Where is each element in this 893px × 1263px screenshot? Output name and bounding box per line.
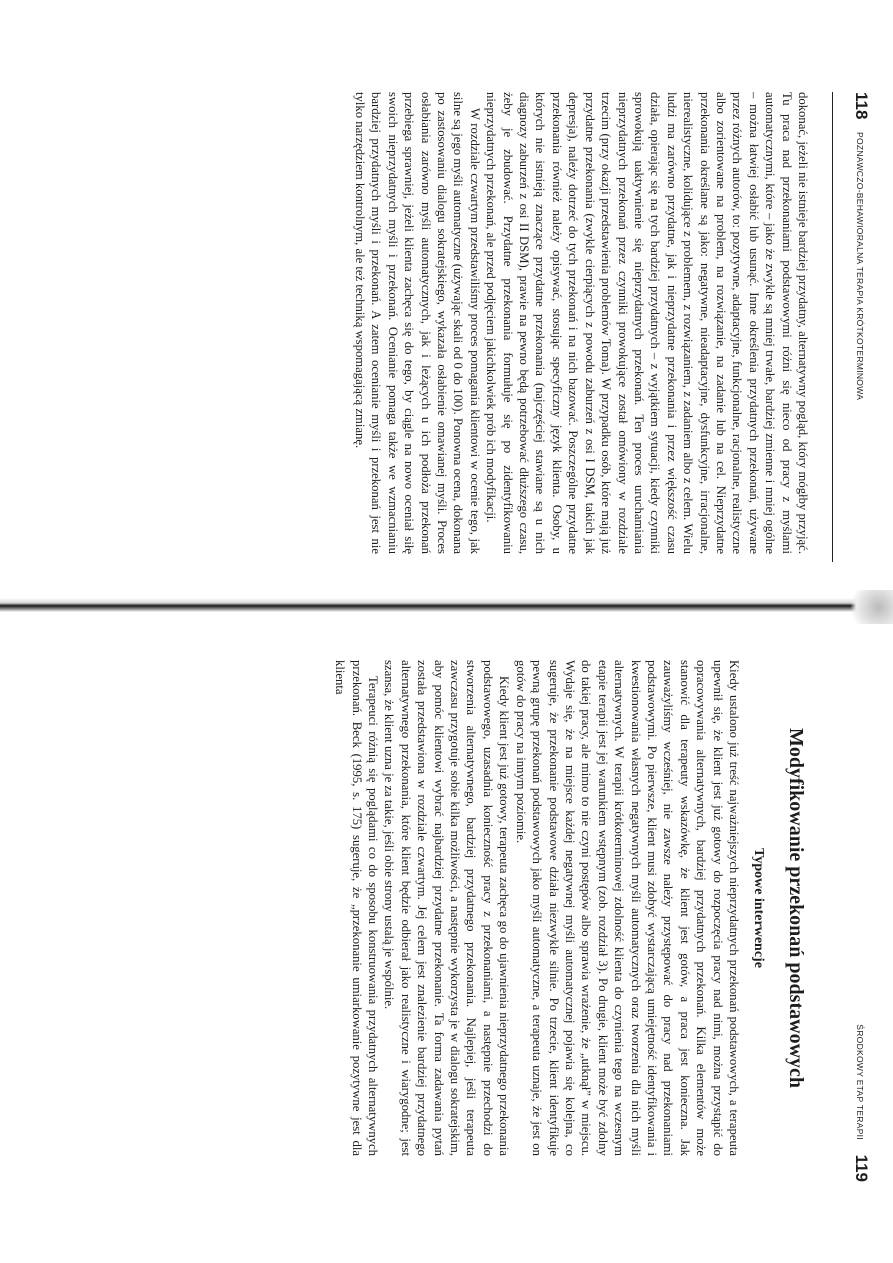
paragraph: Kiedy ustalono już treść najważniejszych nieprzydatnych przekonań podstawowych, a terapeuta upewnił się, że klient jest już gotowy do rozpoczęcia pracy nad nimi, można przystąpić do opracowywania alternatywnych, bardziej przydatnych przekonań. Kilka elementów może stanowić dla terapeuty wskazówkę, że klient jest gotów, a praca jest konieczna. Jak zauważyliśmy wcześniej, nie zawsze należy przystępować do pracy nad przekonaniami podstawowymi. Po pierwsze, klient musi zdobyć wystarczającą umiejętność identyfikowania i kwestionowania własnych negatywnych myśli automatycznych oraz tworzenia dla nich myśli alternatywnych. W terapii krótkoterminowej zdolność klienta do czynienia tego na wczesnym etapie terapii jest jej warunkiem wstępnym (zob. rozdział 3). Po drugie, klient może być zdolny do takiej pracy, ale mimo to nie czyni postępów albo sprawia wrażenie, że „utknął” w miejscu. Wydaje się, że na miejsce każdej negatywnej myśli automatycznej pojawia się kolejna, co sugeruje, że przekonanie podstawowe działa niezwykle silnie. Po trzecie, klient identyfikuje pewną grupę przekonań podstawowych jako myśli automatyczne, a terapeuta uznaje, że jest on gotów do pracy na innym poziomie.	[513, 660, 741, 1156]
paragraph: Terapeuci różnią się poglądami co do sposobu konstruowania przydatnych alternatywnych przekonań. Beck (1995, s. 175) sugeruje, że „przekonanie umiarkowanie pozytywne jest dla klienta	[333, 660, 381, 1156]
page-number: 118	[852, 92, 871, 120]
paragraph: W rozdziale czwartym przedstawiliśmy proces pomagania klientowi w ocenie tego, jak silne są jego myśli automatyczne (używając skali od 0 do 100). Ponowna ocena, dokonana po zastosowaniu dialogu sokratejskiego, wykazała osłabienie omawianej myśli. Proces osłabiania zarówno myśli automatycznych, jak i leżących u ich podłoża przekonań przebiega sprawniej, jeżeli klienta zachęca się do tego, by ciągle na nowo oceniał siłę swoich nieprzydatnych myśli i przekonań. Ocenianie pomaga także we wzmacnianiu bardziej przydatnych myśli i przekonań. A zatem ocenianie myśli i przekonań jest nie tylko narzędziem kontrolnym, ale też techniką wspomagającą zmianę.	[353, 92, 482, 554]
page-header	[843, 620, 873, 1230]
page-body	[332, 660, 807, 1156]
book-gutter	[0, 598, 893, 612]
subsection-title: Typowe interwencje	[751, 848, 766, 968]
page-119	[0, 620, 893, 1230]
paragraph: dokonać, jeżeli nie istnieje bardziej przydatny, alternatywny pogląd, który mógłby przyjąć. Tu praca nad przekonaniami podstawowymi różni się nieco od pracy z myślami automatycznymi, które – jako że zwykle są mniej trwałe, bardziej zmienne i mniej ogólne – można łatwiej osłabić lub usunąć. Inne określenia przydatnych przekonań, używane przez różnych autorów, to: pozytywne, adaptacyjne, funkcjonalne, racjonalne, realistyczne albo zorientowane na problem, na rozwiązanie, na zadanie lub na cel. Nieprzydatne przekonania określane są jako: negatywne, nieadaptacyjne, dysfunkcyjne, irracjonalne, nierealistyczne, kolidujące z problemem, z rozwiązaniem, z zadaniem albo z celem. Wielu ludzi ma zarówno przydatne, jak i nieprzydatne przekonania i przez większość czasu działa, opierając się na tych bardziej przydatnych – z wyjątkiem sytuacji, kiedy czynniki sprowokują uaktywnienie się nieprzydatnych przekonań. Ten proces uruchamiania nieprzydatnych przekonań przez czynniki prowokujące został omówiony w rozdziale trzecim (przy okazji przedstawienia problemów Toma). W przypadku osób, które mają już przydatne przekonania (zwykle cierpiących z powodu zaburzeń z osi I DSM, takich jak depresja), należy dotrzeć do tych przekonań i na nich bazować. Poszczególne przydatne przekonania również należy opisywać, stosując specyficzny język klienta. Osoby, u których nie istnieją znaczące przydatne przekonania (najczęściej stawiane są u nich diagnozy zaburzeń z osi II DSM), prawie na pewno będą potrzebować dłuższego czasu, żeby je zbudować. Przydatne przekonania formułuje się po zidentyfikowaniu nieprzydatnych przekonań, ale przed podjęciem jakichkolwiek prób ich modyfikacji.	[484, 92, 810, 554]
scan-artifact	[845, 590, 893, 624]
header-rule	[832, 92, 833, 562]
page-header	[843, 40, 873, 600]
section-title: Modyfikowanie przekonań podstawowych	[785, 727, 807, 1089]
page-118	[0, 40, 893, 600]
page-body	[352, 92, 811, 554]
running-head: POZNAWCZO-BEHAWIORALNA TERAPIA KRÓTKOTERMINOWA	[855, 132, 865, 401]
paragraph: Kiedy klient jest już gotowy, terapeuta zachęca go do ujawnienia nieprzydatnego przekonania podstawowego, uzasadnia konieczność pracy z przekonaniami, a następnie przechodzi do stworzenia alternatywnego, bardziej przydatnego przekonania. Najlepiej, jeśli terapeuta zawczasu przygotuje sobie kilka możliwości, a następnie wykorzysta je w dialogu sokratejskim, aby pomóc klientowi wybrać najbardziej przydatne przekonanie. Ta forma zadawania pytań została przedstawiona w rozdziale czwartym. Jej celem jest znalezienie bardziej przydatnego alternatywnego przekonania, które klient będzie odbierał jako realistyczne i wiarygodne; jest szansa, że klient uzna je za takie, jeśli obie strony ustalą je wspólnie.	[382, 660, 512, 1156]
running-head: ŚRODKOWY ETAP TERAPII	[855, 1024, 865, 1140]
page-number: 119	[852, 1154, 871, 1182]
